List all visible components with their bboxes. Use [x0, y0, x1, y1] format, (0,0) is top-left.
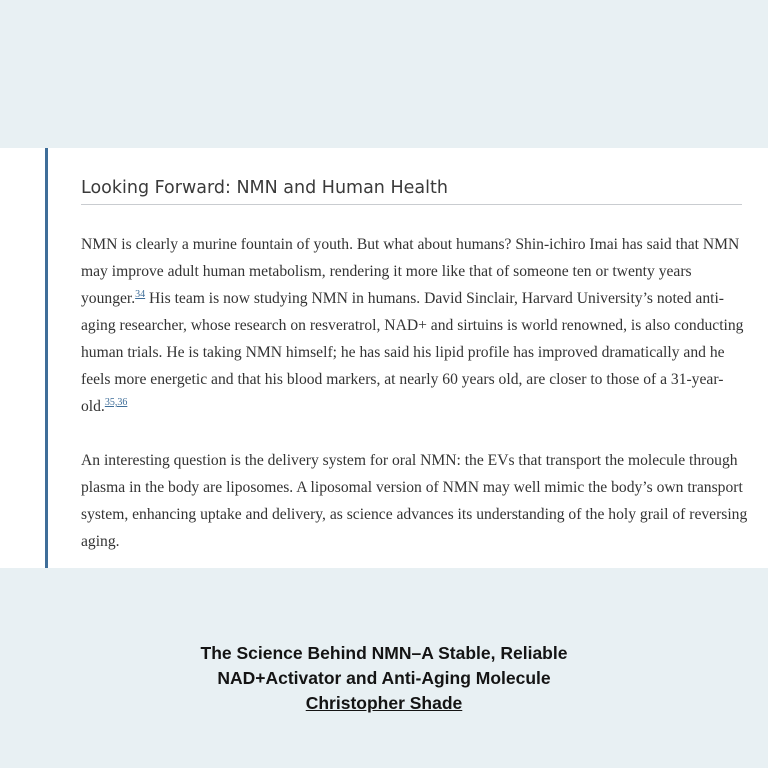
- quote-accent-bar: [45, 148, 48, 568]
- article-caption: [0, 641, 768, 716]
- footnote-link-34[interactable]: 34: [135, 289, 146, 300]
- footnote-link-35-36[interactable]: 35,36: [104, 397, 128, 408]
- article-excerpt: [0, 148, 768, 568]
- caption-title-line-2: NAD+Activator and Anti-Aging Molecule: [217, 668, 551, 688]
- paragraph-human-trials: [81, 231, 753, 420]
- caption-author: Christopher Shade: [305, 693, 463, 713]
- paragraph-text: NMN is clearly a murine fountain of youth. But what about humans? Shin-ichiro Imai has said that NMN may improve adult human metabolism, rendering it more like that of someone ten or twenty years younger.: [81, 236, 740, 307]
- section-heading: Looking Forward: NMN and Human Health: [81, 176, 742, 205]
- caption-title-line-1: The Science Behind NMN–A Stable, Reliable: [200, 643, 568, 663]
- paragraph-delivery-system: An interesting question is the delivery system for oral NMN: the EVs that transport the molecule through plasma in the body are liposomes. A liposomal version of NMN may well mimic the body’s own transport system, enhancing uptake and delivery, as science advances its understanding of the holy grail of reversing aging.: [81, 452, 748, 550]
- paragraph-text: His team is now studying NMN in humans. David Sinclair, Harvard University’s noted anti-aging researcher, whose research on resveratrol, NAD+ and sirtuins is world renowned, is also conducting human trials. He is taking NMN himself; he has said his lipid profile has improved dramatically and he feels more energetic and that his blood markers, at nearly 60 years old, are closer to those of a 31-year-old.: [81, 290, 744, 415]
